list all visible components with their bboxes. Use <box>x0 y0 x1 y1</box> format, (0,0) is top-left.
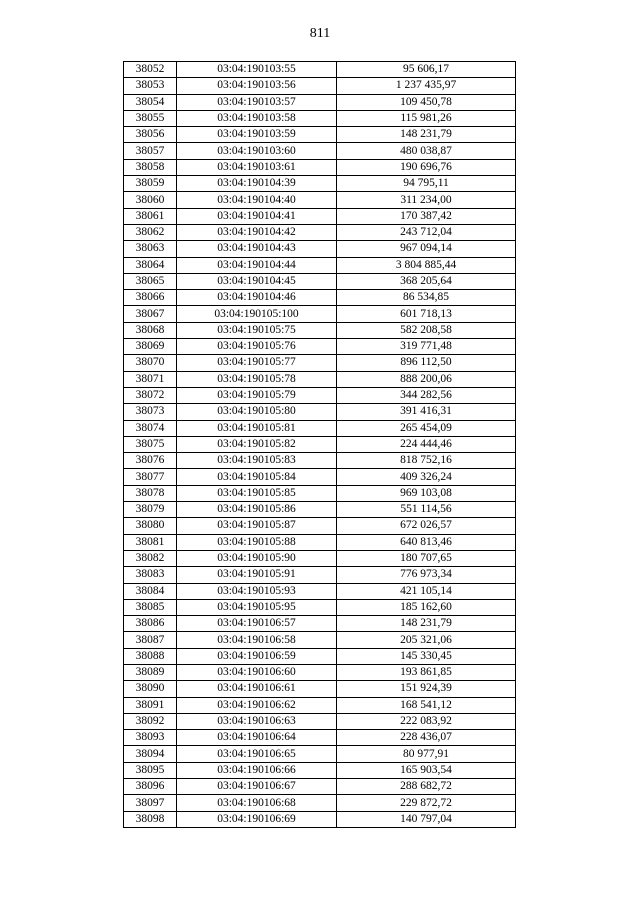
row-number-cell: 38065 <box>124 273 177 289</box>
row-number-cell: 38054 <box>124 94 177 110</box>
value-cell: 95 606,17 <box>337 62 516 78</box>
value-cell: 94 795,11 <box>337 176 516 192</box>
value-cell: 344 282,56 <box>337 387 516 403</box>
row-number-cell: 38064 <box>124 257 177 273</box>
table-row <box>124 762 516 778</box>
value-cell: 967 094,14 <box>337 241 516 257</box>
row-number-cell: 38082 <box>124 550 177 566</box>
row-number-cell: 38056 <box>124 127 177 143</box>
cadastral-number-cell: 03:04:190105:79 <box>177 387 337 403</box>
cadastral-number-cell: 03:04:190106:61 <box>177 681 337 697</box>
value-cell: 140 797,04 <box>337 811 516 827</box>
value-cell: 205 321,06 <box>337 632 516 648</box>
table-row <box>124 273 516 289</box>
table-row <box>124 648 516 664</box>
cadastral-number-cell: 03:04:190103:55 <box>177 62 337 78</box>
value-cell: 165 903,54 <box>337 762 516 778</box>
table-row <box>124 811 516 827</box>
row-number-cell: 38068 <box>124 322 177 338</box>
table-row <box>124 420 516 436</box>
value-cell: 168 541,12 <box>337 697 516 713</box>
row-number-cell: 38069 <box>124 339 177 355</box>
table-row <box>124 241 516 257</box>
row-number-cell: 38094 <box>124 746 177 762</box>
table-row <box>124 518 516 534</box>
value-cell: 969 103,08 <box>337 485 516 501</box>
row-number-cell: 38067 <box>124 306 177 322</box>
row-number-cell: 38098 <box>124 811 177 827</box>
value-cell: 582 208,58 <box>337 322 516 338</box>
table-row <box>124 713 516 729</box>
cadastral-number-cell: 03:04:190105:77 <box>177 355 337 371</box>
table-row <box>124 779 516 795</box>
value-cell: 185 162,60 <box>337 599 516 615</box>
table-row <box>124 550 516 566</box>
value-cell: 311 234,00 <box>337 192 516 208</box>
row-number-cell: 38060 <box>124 192 177 208</box>
cadastral-number-cell: 03:04:190106:59 <box>177 648 337 664</box>
table-row <box>124 257 516 273</box>
cadastral-number-cell: 03:04:190103:56 <box>177 78 337 94</box>
row-number-cell: 38092 <box>124 713 177 729</box>
row-number-cell: 38090 <box>124 681 177 697</box>
value-cell: 145 330,45 <box>337 648 516 664</box>
table-row <box>124 306 516 322</box>
row-number-cell: 38080 <box>124 518 177 534</box>
row-number-cell: 38077 <box>124 469 177 485</box>
row-number-cell: 38081 <box>124 534 177 550</box>
table-row <box>124 632 516 648</box>
value-cell: 229 872,72 <box>337 795 516 811</box>
row-number-cell: 38058 <box>124 159 177 175</box>
table-row <box>124 697 516 713</box>
table-row <box>124 208 516 224</box>
cadastral-number-cell: 03:04:190104:44 <box>177 257 337 273</box>
cadastral-number-cell: 03:04:190105:82 <box>177 436 337 452</box>
table-row <box>124 730 516 746</box>
row-number-cell: 38052 <box>124 62 177 78</box>
cadastral-number-cell: 03:04:190106:63 <box>177 713 337 729</box>
value-cell: 391 416,31 <box>337 404 516 420</box>
row-number-cell: 38073 <box>124 404 177 420</box>
cadastral-number-cell: 03:04:190105:91 <box>177 567 337 583</box>
row-number-cell: 38084 <box>124 583 177 599</box>
table-row <box>124 599 516 615</box>
cadastral-number-cell: 03:04:190104:41 <box>177 208 337 224</box>
value-cell: 672 026,57 <box>337 518 516 534</box>
value-cell: 228 436,07 <box>337 730 516 746</box>
table-row <box>124 339 516 355</box>
cadastral-number-cell: 03:04:190106:64 <box>177 730 337 746</box>
value-cell: 421 105,14 <box>337 583 516 599</box>
row-number-cell: 38063 <box>124 241 177 257</box>
value-cell: 896 112,50 <box>337 355 516 371</box>
cadastral-number-cell: 03:04:190105:95 <box>177 599 337 615</box>
row-number-cell: 38083 <box>124 567 177 583</box>
value-cell: 115 981,26 <box>337 110 516 126</box>
cadastral-number-cell: 03:04:190103:57 <box>177 94 337 110</box>
value-cell: 148 231,79 <box>337 127 516 143</box>
table-row <box>124 502 516 518</box>
value-cell: 288 682,72 <box>337 779 516 795</box>
row-number-cell: 38079 <box>124 502 177 518</box>
row-number-cell: 38088 <box>124 648 177 664</box>
row-number-cell: 38095 <box>124 762 177 778</box>
row-number-cell: 38078 <box>124 485 177 501</box>
cadastral-number-cell: 03:04:190105:84 <box>177 469 337 485</box>
row-number-cell: 38053 <box>124 78 177 94</box>
row-number-cell: 38059 <box>124 176 177 192</box>
value-cell: 776 973,34 <box>337 567 516 583</box>
cadastral-number-cell: 03:04:190103:60 <box>177 143 337 159</box>
cadastral-number-cell: 03:04:190106:62 <box>177 697 337 713</box>
row-number-cell: 38057 <box>124 143 177 159</box>
cadastral-number-cell: 03:04:190106:67 <box>177 779 337 795</box>
value-cell: 480 038,87 <box>337 143 516 159</box>
data-table <box>123 61 516 828</box>
row-number-cell: 38087 <box>124 632 177 648</box>
cadastral-number-cell: 03:04:190105:81 <box>177 420 337 436</box>
cadastral-number-cell: 03:04:190105:76 <box>177 339 337 355</box>
cadastral-number-cell: 03:04:190106:65 <box>177 746 337 762</box>
cadastral-number-cell: 03:04:190104:40 <box>177 192 337 208</box>
value-cell: 601 718,13 <box>337 306 516 322</box>
row-number-cell: 38085 <box>124 599 177 615</box>
row-number-cell: 38061 <box>124 208 177 224</box>
value-cell: 319 771,48 <box>337 339 516 355</box>
table-row <box>124 371 516 387</box>
cadastral-number-cell: 03:04:190106:58 <box>177 632 337 648</box>
cadastral-number-cell: 03:04:190104:45 <box>177 273 337 289</box>
value-cell: 1 237 435,97 <box>337 78 516 94</box>
table-row <box>124 322 516 338</box>
table-row <box>124 795 516 811</box>
value-cell: 265 454,09 <box>337 420 516 436</box>
cadastral-number-cell: 03:04:190105:75 <box>177 322 337 338</box>
row-number-cell: 38089 <box>124 664 177 680</box>
row-number-cell: 38097 <box>124 795 177 811</box>
table-row <box>124 127 516 143</box>
cadastral-number-cell: 03:04:190104:46 <box>177 290 337 306</box>
cadastral-number-cell: 03:04:190105:87 <box>177 518 337 534</box>
value-cell: 224 444,46 <box>337 436 516 452</box>
row-number-cell: 38086 <box>124 616 177 632</box>
table-row <box>124 290 516 306</box>
table-row <box>124 159 516 175</box>
cadastral-number-cell: 03:04:190103:59 <box>177 127 337 143</box>
row-number-cell: 38070 <box>124 355 177 371</box>
row-number-cell: 38066 <box>124 290 177 306</box>
table-row <box>124 681 516 697</box>
value-cell: 818 752,16 <box>337 453 516 469</box>
cadastral-number-cell: 03:04:190104:39 <box>177 176 337 192</box>
cadastral-number-cell: 03:04:190106:57 <box>177 616 337 632</box>
row-number-cell: 38091 <box>124 697 177 713</box>
cadastral-number-cell: 03:04:190105:86 <box>177 502 337 518</box>
value-cell: 180 707,65 <box>337 550 516 566</box>
row-number-cell: 38055 <box>124 110 177 126</box>
value-cell: 640 813,46 <box>337 534 516 550</box>
cadastral-number-cell: 03:04:190105:83 <box>177 453 337 469</box>
row-number-cell: 38062 <box>124 224 177 240</box>
table-row <box>124 62 516 78</box>
row-number-cell: 38075 <box>124 436 177 452</box>
table-row <box>124 176 516 192</box>
value-cell: 151 924,39 <box>337 681 516 697</box>
cadastral-number-cell: 03:04:190105:78 <box>177 371 337 387</box>
row-number-cell: 38072 <box>124 387 177 403</box>
table-row <box>124 616 516 632</box>
cadastral-number-cell: 03:04:190106:60 <box>177 664 337 680</box>
table-row <box>124 534 516 550</box>
row-number-cell: 38093 <box>124 730 177 746</box>
table-row <box>124 355 516 371</box>
value-cell: 243 712,04 <box>337 224 516 240</box>
table-row <box>124 436 516 452</box>
row-number-cell: 38074 <box>124 420 177 436</box>
table-row <box>124 224 516 240</box>
table-row <box>124 110 516 126</box>
table-row <box>124 143 516 159</box>
table-row <box>124 746 516 762</box>
cadastral-number-cell: 03:04:190106:69 <box>177 811 337 827</box>
cadastral-number-cell: 03:04:190105:100 <box>177 306 337 322</box>
cadastral-number-cell: 03:04:190105:85 <box>177 485 337 501</box>
value-cell: 368 205,64 <box>337 273 516 289</box>
value-cell: 80 977,91 <box>337 746 516 762</box>
row-number-cell: 38076 <box>124 453 177 469</box>
cadastral-number-cell: 03:04:190103:58 <box>177 110 337 126</box>
table-row <box>124 485 516 501</box>
table-row <box>124 387 516 403</box>
value-cell: 551 114,56 <box>337 502 516 518</box>
table-row <box>124 453 516 469</box>
cadastral-number-cell: 03:04:190106:66 <box>177 762 337 778</box>
row-number-cell: 38096 <box>124 779 177 795</box>
value-cell: 222 083,92 <box>337 713 516 729</box>
cadastral-number-cell: 03:04:190105:80 <box>177 404 337 420</box>
cadastral-number-cell: 03:04:190104:42 <box>177 224 337 240</box>
cadastral-number-cell: 03:04:190105:90 <box>177 550 337 566</box>
cadastral-number-cell: 03:04:190106:68 <box>177 795 337 811</box>
table-row <box>124 94 516 110</box>
cadastral-number-cell: 03:04:190103:61 <box>177 159 337 175</box>
table-row <box>124 583 516 599</box>
value-cell: 190 696,76 <box>337 159 516 175</box>
row-number-cell: 38071 <box>124 371 177 387</box>
table-row <box>124 469 516 485</box>
value-cell: 170 387,42 <box>337 208 516 224</box>
value-cell: 888 200,06 <box>337 371 516 387</box>
value-cell: 409 326,24 <box>337 469 516 485</box>
cadastral-number-cell: 03:04:190104:43 <box>177 241 337 257</box>
table-row <box>124 664 516 680</box>
table-row <box>124 78 516 94</box>
cadastral-number-cell: 03:04:190105:93 <box>177 583 337 599</box>
table-body <box>124 62 516 828</box>
table-row <box>124 192 516 208</box>
value-cell: 86 534,85 <box>337 290 516 306</box>
value-cell: 193 861,85 <box>337 664 516 680</box>
cadastral-number-cell: 03:04:190105:88 <box>177 534 337 550</box>
value-cell: 3 804 885,44 <box>337 257 516 273</box>
table-row <box>124 567 516 583</box>
table-row <box>124 404 516 420</box>
page-number: 811 <box>309 26 331 41</box>
value-cell: 109 450,78 <box>337 94 516 110</box>
value-cell: 148 231,79 <box>337 616 516 632</box>
